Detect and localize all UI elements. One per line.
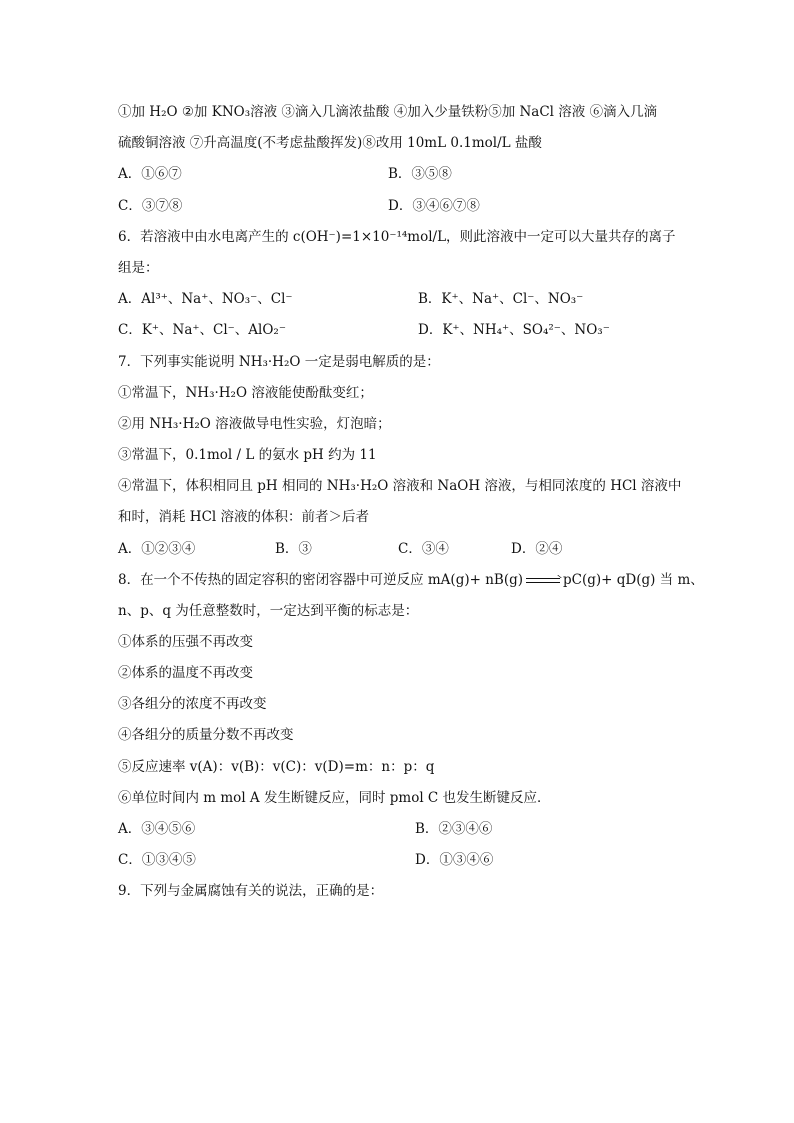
q8-statement-3: ③各组分的浓度不再改变 — [118, 696, 267, 712]
q8-stem-line2: n、p、q 为任意整数时，一定达到平衡的标志是： — [118, 603, 419, 619]
q6-stem-line2: 组是： — [118, 260, 159, 276]
q7-option-a[interactable]: A．①②③④ — [118, 541, 196, 557]
equilibrium-arrow-icon — [526, 576, 560, 586]
q8-statement-1: ①体系的压强不再改变 — [118, 634, 253, 650]
q8-stem-line1 — [118, 570, 704, 590]
q7-statement-4b: 和时，消耗 HCl 溶液的体积：前者＞后者 — [118, 509, 370, 525]
q7-option-d[interactable]: D．②④ — [511, 541, 563, 557]
q8-statement-4: ④各组分的质量分数不再改变 — [118, 727, 294, 743]
q6-option-c[interactable]: C．K⁺、Na⁺、Cl⁻、AlO₂⁻ — [118, 322, 286, 338]
q8-statement-5: ⑤反应速率 v(A)：v(B)：v(C)：v(D)=m：n：p：q — [118, 759, 435, 775]
q5-option-d[interactable]: D．③④⑥⑦⑧ — [388, 198, 480, 214]
q8-option-b[interactable]: B．②③④⑥ — [415, 821, 493, 837]
q8-stem-part1: 8．在一个不传热的固定容积的密闭容器中可逆反应 mA(g)+ nB(g) — [118, 572, 523, 588]
q6-option-b[interactable]: B．K⁺、Na⁺、Cl⁻、NO₃⁻ — [418, 291, 584, 307]
q5-statement-line1: ①加 H₂O ②加 KNO₃溶液 ③滴入几滴浓盐酸 ④加入少量铁粉⑤加 NaCl 溶液 ⑥滴入几滴 — [118, 104, 658, 120]
q7-option-b[interactable]: B．③ — [275, 541, 312, 557]
q8-option-a[interactable]: A．③④⑤⑥ — [118, 821, 196, 837]
q7-option-c[interactable]: C．③④ — [398, 541, 449, 557]
q5-option-c[interactable]: C．③⑦⑧ — [118, 198, 183, 214]
q7-statement-3: ③常温下，0.1mol / L 的氨水 pH 约为 11 — [118, 447, 377, 463]
q7-statement-2: ②用 NH₃·H₂O 溶液做导电性实验，灯泡暗； — [118, 416, 391, 432]
q6-stem-line1: 6．若溶液中由水电离产生的 c(OH⁻)=1×10⁻¹⁴mol/L，则此溶液中一定可以大量共存的离子 — [118, 229, 676, 245]
q6-option-d[interactable]: D．K⁺、NH₄⁺、SO₄²⁻、NO₃⁻ — [418, 322, 610, 338]
q5-option-b[interactable]: B．③⑤⑧ — [388, 166, 452, 182]
q8-statement-2: ②体系的温度不再改变 — [118, 665, 253, 681]
q9-stem: 9．下列与金属腐蚀有关的说法，正确的是： — [118, 883, 384, 899]
q5-option-a[interactable]: A．①⑥⑦ — [118, 166, 182, 182]
q5-statement-line2: 硫酸铜溶液 ⑦升高温度(不考虑盐酸挥发)⑧改用 10mL 0.1mol/L 盐酸 — [118, 135, 542, 151]
q8-statement-6: ⑥单位时间内 m mol A 发生断键反应，同时 pmol C 也发生断键反应． — [118, 790, 551, 806]
q8-option-d[interactable]: D．①③④⑥ — [415, 852, 494, 868]
q7-statement-4a: ④常温下，体积相同且 pH 相同的 NH₃·H₂O 溶液和 NaOH 溶液，与相同浓度的 HCl 溶液中 — [118, 478, 682, 494]
q7-stem: 7．下列事实能说明 NH₃·H₂O 一定是弱电解质的是： — [118, 354, 440, 370]
q8-stem-part2: pC(g)+ qD(g) 当 m、 — [563, 572, 704, 588]
q8-option-c[interactable]: C．①③④⑤ — [118, 852, 196, 868]
q6-option-a[interactable]: A．Al³⁺、Na⁺、NO₃⁻、Cl⁻ — [118, 291, 293, 307]
q7-statement-1: ①常温下，NH₃·H₂O 溶液能使酚酞变红； — [118, 385, 373, 401]
